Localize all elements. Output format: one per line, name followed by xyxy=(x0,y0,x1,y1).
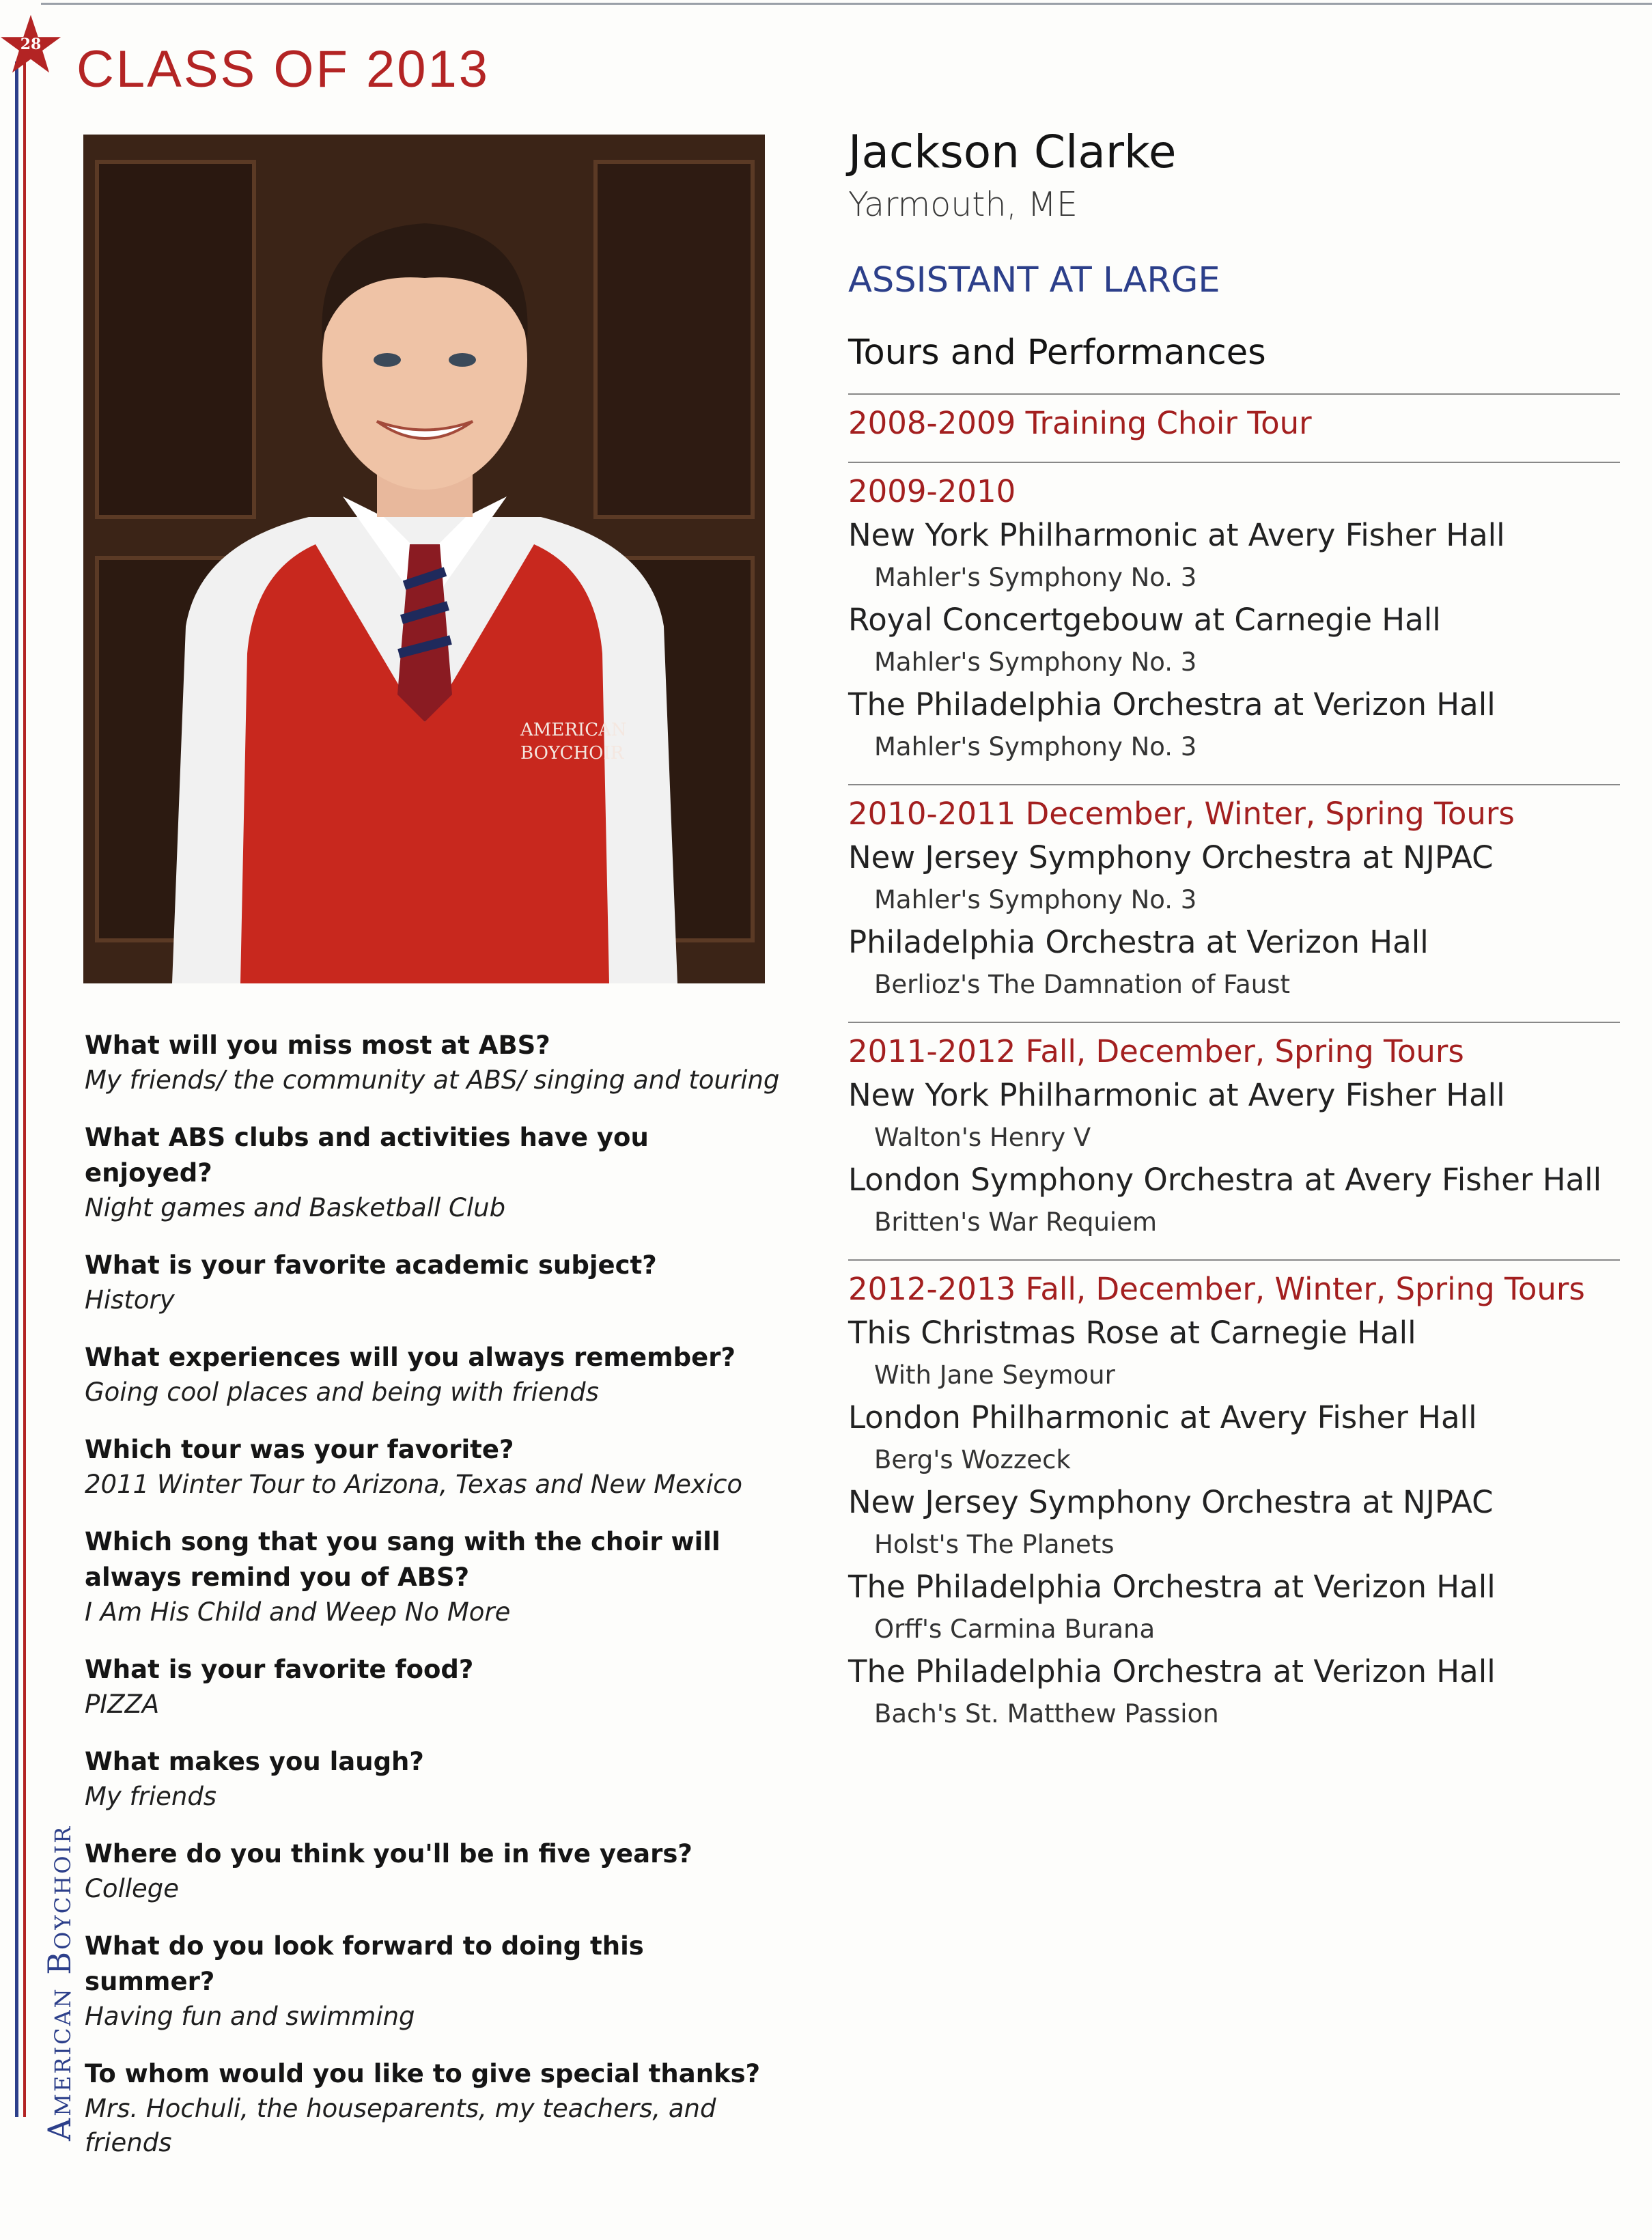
work: With Jane Seymour xyxy=(874,1360,1115,1390)
question: What ABS clubs and activities have you enjoyed? xyxy=(85,1123,649,1188)
hometown: Yarmouth, ME xyxy=(848,185,1078,224)
work: Mahler's Symphony No. 3 xyxy=(874,732,1197,761)
season-title: 2009-2010 xyxy=(848,473,1016,509)
question: Where do you think you'll be in five years? xyxy=(85,1839,692,1868)
seasons-list xyxy=(848,393,1620,1735)
role-title: ASSISTANT AT LARGE xyxy=(848,260,1220,300)
season-title: 2008-2009 Training Choir Tour xyxy=(848,405,1312,441)
answer: PIZZA xyxy=(85,1690,160,1719)
work: Berg's Wozzeck xyxy=(874,1445,1071,1474)
season-title: 2011-2012 Fall, December, Spring Tours xyxy=(848,1033,1464,1069)
performance: Royal Concertgebouw at Carnegie Hall xyxy=(848,602,1441,638)
portrait-illustration xyxy=(83,135,765,983)
work: Bach's St. Matthew Passion xyxy=(874,1699,1219,1728)
question: What is your favorite academic subject? xyxy=(85,1250,657,1280)
student-name: Jackson Clarke xyxy=(848,126,1177,178)
question: What makes you laugh? xyxy=(85,1747,424,1776)
answer: My friends/ the community at ABS/ singing and touring xyxy=(85,1065,780,1095)
question: What do you look forward to doing this summer? xyxy=(85,1931,644,1996)
answer: Going cool places and being with friends xyxy=(85,1377,599,1407)
season-title: 2012-2013 Fall, December, Winter, Spring Tours xyxy=(848,1271,1585,1307)
season-block xyxy=(848,1022,1620,1243)
portrait-photo xyxy=(83,135,765,983)
question: What experiences will you always remember? xyxy=(85,1343,736,1372)
side-rule-red xyxy=(23,61,26,2117)
answer: Night games and Basketball Club xyxy=(85,1193,506,1222)
answer: I Am His Child and Weep No More xyxy=(85,1597,511,1627)
question: Which song that you sang with the choir will always remind you of ABS? xyxy=(85,1527,720,1592)
question: What will you miss most at ABS? xyxy=(85,1031,550,1060)
qa-item xyxy=(85,1744,781,1814)
qa-item xyxy=(85,1120,781,1225)
answer: My friends xyxy=(85,1782,217,1811)
work: Orff's Carmina Burana xyxy=(874,1614,1156,1644)
season-block xyxy=(848,393,1620,445)
performance: New York Philharmonic at Avery Fisher Hall xyxy=(848,517,1505,553)
qa-section xyxy=(85,1028,781,2183)
performance: London Philharmonic at Avery Fisher Hall xyxy=(848,1399,1477,1436)
vest-crest-text-2: BOYCHOIR xyxy=(520,743,624,764)
qa-item xyxy=(85,1432,781,1502)
answer: 2011 Winter Tour to Arizona, Texas and New Mexico xyxy=(85,1470,743,1499)
qa-item xyxy=(85,1836,781,1906)
qa-item xyxy=(85,1340,781,1410)
season-block xyxy=(848,1259,1620,1735)
work: Mahler's Symphony No. 3 xyxy=(874,563,1197,592)
performance: This Christmas Rose at Carnegie Hall xyxy=(848,1315,1416,1351)
qa-item xyxy=(85,1652,781,1722)
performance: New York Philharmonic at Avery Fisher Hall xyxy=(848,1077,1505,1113)
brand-name: American Boychoir xyxy=(41,1824,78,2141)
qa-item xyxy=(85,2056,781,2160)
season-block xyxy=(848,462,1620,768)
answer: History xyxy=(85,1285,175,1315)
season-block xyxy=(848,784,1620,1005)
performance: Philadelphia Orchestra at Verizon Hall xyxy=(848,924,1429,960)
answer: College xyxy=(85,1874,180,1903)
qa-item xyxy=(85,1248,781,1317)
qa-item xyxy=(85,1028,781,1097)
work: Berlioz's The Damnation of Faust xyxy=(874,970,1290,999)
page-title: CLASS OF 2013 xyxy=(76,40,490,98)
work: Walton's Henry V xyxy=(874,1123,1091,1152)
top-rule xyxy=(41,3,1652,5)
performance: New Jersey Symphony Orchestra at NJPAC xyxy=(848,1484,1494,1520)
work: Mahler's Symphony No. 3 xyxy=(874,647,1197,677)
performance: The Philadelphia Orchestra at Verizon Hall xyxy=(848,1653,1496,1690)
work: Britten's War Requiem xyxy=(874,1207,1158,1237)
question: Which tour was your favorite? xyxy=(85,1435,514,1464)
answer: Having fun and swimming xyxy=(85,2002,415,2031)
qa-item xyxy=(85,1524,781,1629)
profile-column xyxy=(848,122,1620,1735)
performance: The Philadelphia Orchestra at Verizon Hall xyxy=(848,1569,1496,1605)
season-title: 2010-2011 December, Winter, Spring Tours xyxy=(848,796,1515,832)
qa-item xyxy=(85,1929,781,2034)
brand-vertical xyxy=(41,1825,78,2141)
work: Mahler's Symphony No. 3 xyxy=(874,885,1197,914)
question: What is your favorite food? xyxy=(85,1655,474,1684)
vest-crest-text-1: AMERICAN xyxy=(520,720,627,740)
performance: New Jersey Symphony Orchestra at NJPAC xyxy=(848,839,1494,876)
question: To whom would you like to give special thanks? xyxy=(85,2059,761,2088)
side-rule-blue xyxy=(15,61,18,2117)
page-number: 28 xyxy=(20,36,42,53)
section-heading: Tours and Performances xyxy=(848,333,1266,373)
performance: London Symphony Orchestra at Avery Fisher Hall xyxy=(848,1162,1602,1198)
work: Holst's The Planets xyxy=(874,1530,1115,1559)
performance: The Philadelphia Orchestra at Verizon Hall xyxy=(848,686,1496,723)
answer: Mrs. Hochuli, the houseparents, my teachers, and friends xyxy=(85,2094,716,2157)
